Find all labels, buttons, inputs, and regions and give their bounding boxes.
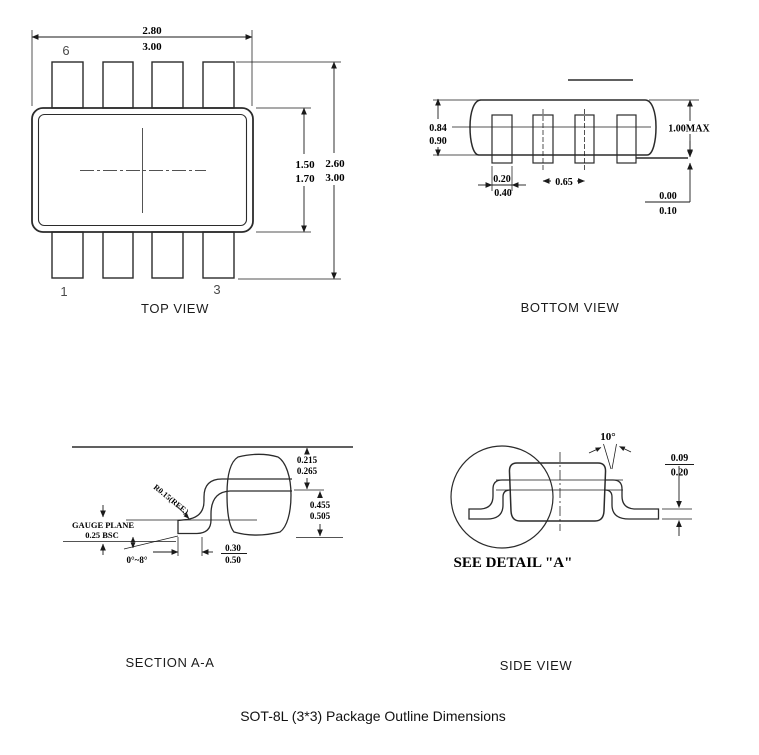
lead-width-dimension — [478, 166, 526, 199]
pin-shape — [152, 232, 183, 278]
dim-height-max: 1.00MAX — [668, 123, 710, 135]
dim-standoff-max: 0.10 — [659, 206, 677, 217]
dim-thk-max: 0.20 — [670, 467, 689, 479]
drawing-caption: SOT-8L (3*3) Package Outline Dimensions — [240, 708, 506, 724]
side-view — [451, 431, 694, 673]
section-right-dimensions — [294, 448, 343, 538]
dim-foot-max: 0.50 — [225, 555, 241, 565]
pin-shape — [203, 62, 234, 108]
dim-d1-min: 0.215 — [296, 455, 318, 465]
gullwing-lead-section — [178, 479, 292, 534]
bottom-view — [424, 80, 711, 315]
dim-standoff-min: 0.00 — [659, 191, 677, 202]
dim-pitch: 0.65 — [555, 177, 573, 188]
gauge-offset-label: 0.25 BSC — [85, 530, 119, 540]
detail-a-circle — [451, 446, 553, 548]
total-height-dimension — [649, 100, 711, 157]
top-width-dimension — [32, 25, 252, 106]
dim-d2-max: 0.505 — [309, 511, 331, 521]
package-body-profile — [470, 100, 656, 155]
dim-lead-w-max: 0.40 — [494, 188, 512, 199]
pin-shape — [203, 232, 234, 278]
dim-span-min: 2.60 — [325, 158, 345, 170]
dim-lead-w-min: 0.20 — [493, 174, 511, 185]
body-section-blob — [227, 454, 291, 535]
foot-angle-line — [124, 536, 178, 549]
section-aa-label: SECTION A-A — [125, 655, 215, 670]
side-view-label: SIDE VIEW — [499, 658, 573, 673]
pin-shape — [103, 62, 133, 108]
section-aa — [63, 447, 353, 670]
dim-body-min: 0.84 — [429, 123, 447, 134]
gauge-plane-dimension — [72, 505, 134, 555]
top-view-pins — [52, 62, 234, 278]
dim-d2-min: 0.455 — [309, 500, 331, 510]
body-side-profile — [509, 463, 605, 521]
lead-thickness-dimension — [662, 453, 694, 536]
draft-angle-label: 10° — [600, 431, 616, 443]
pin-number-1: 1 — [60, 284, 68, 299]
dim-body-max: 0.90 — [429, 136, 447, 147]
top-view — [32, 25, 349, 316]
bottom-view-leads — [492, 109, 688, 171]
dim-foot-min: 0.30 — [225, 543, 241, 553]
see-detail-label: SEE DETAIL "A" — [453, 555, 573, 571]
pin-shape — [52, 232, 83, 278]
bend-radius-label: R0.15(REF.) — [151, 482, 191, 517]
foot-angle-label: 0°~8° — [126, 555, 148, 565]
pin-number-6: 6 — [62, 43, 70, 58]
pin-shape — [52, 62, 83, 108]
left-gullwing-lead — [469, 480, 510, 519]
top-view-label: TOP VIEW — [141, 301, 209, 316]
dim-width-max: 3.00 — [142, 41, 162, 53]
bottom-view-label: BOTTOM VIEW — [520, 300, 620, 315]
dim-body-h-min: 1.50 — [295, 159, 315, 171]
pitch-dimension — [543, 174, 585, 188]
dim-thk-min: 0.09 — [670, 453, 689, 464]
bend-radius-callout — [152, 483, 191, 519]
center-marks — [80, 128, 206, 213]
gauge-plane-label: GAUGE PLANE — [71, 520, 135, 530]
dim-width-min: 2.80 — [142, 25, 162, 37]
lead-shape — [617, 115, 636, 163]
pin-shape — [152, 62, 183, 108]
right-gullwing-lead — [605, 480, 659, 519]
pin-shape — [103, 232, 133, 278]
lead-shape — [492, 115, 512, 163]
dim-span-max: 3.00 — [325, 172, 345, 184]
dim-d1-max: 0.265 — [296, 466, 318, 476]
top-body-height-dimension — [256, 108, 319, 232]
pin-number-3: 3 — [213, 282, 221, 297]
dim-body-h-max: 1.70 — [295, 173, 315, 185]
